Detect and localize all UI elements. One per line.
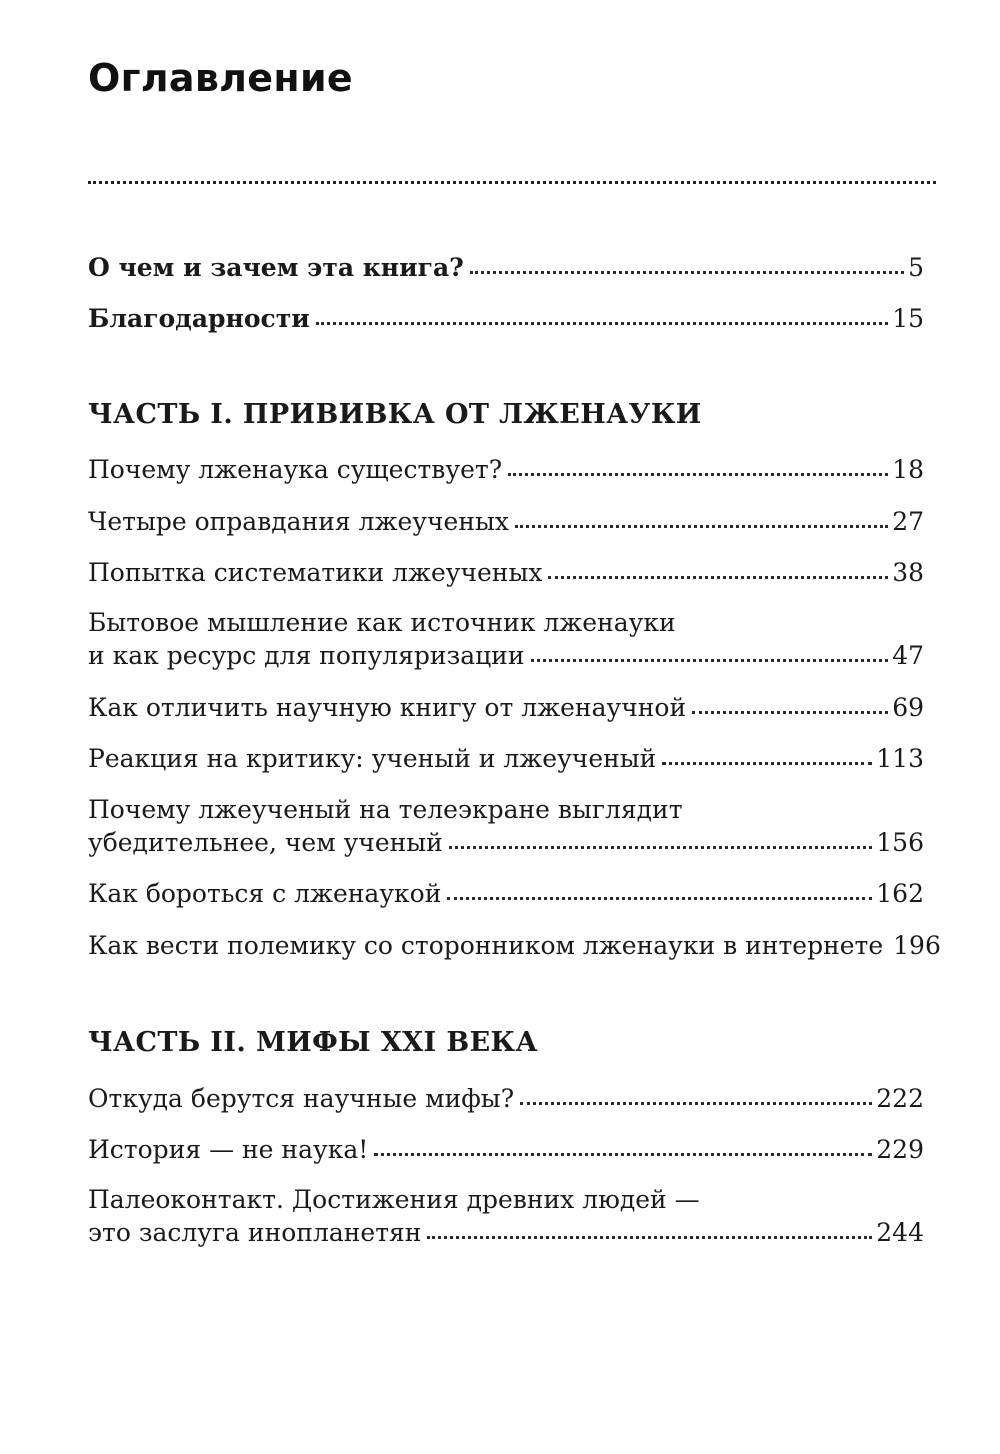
toc-entry-title: Откуда берутся научные мифы? (88, 1084, 515, 1113)
toc-entry-title-line2: это заслуга инопланетян (88, 1218, 422, 1247)
toc-entry-page: 38 (892, 558, 924, 587)
toc-entry[interactable] (88, 793, 924, 859)
toc-entry-title: Реакция на критику: ученый и лжеученый (88, 744, 657, 773)
toc-entry-page: 196 (893, 931, 941, 960)
toc-entry-page: 113 (876, 744, 924, 773)
toc-entry[interactable] (88, 505, 924, 538)
toc-entry-title: Почему лженаука существует? (88, 455, 503, 484)
dot-leader (531, 659, 889, 662)
dot-leader (548, 576, 888, 579)
toc-entry-page: 15 (892, 304, 924, 333)
toc-entry-title-line2: убедительнее, чем ученый (88, 828, 443, 857)
toc-entry-page: 229 (876, 1135, 924, 1164)
toc-entry[interactable] (88, 1133, 924, 1166)
toc-entry[interactable] (88, 556, 924, 589)
dot-leader (508, 473, 888, 476)
toc-entry-page: 27 (892, 507, 924, 536)
toc-heading: Оглавление (88, 56, 353, 100)
toc-entry-title-line1: Палеоконтакт. Достижения древних людей — (88, 1185, 700, 1214)
toc-entry-page: 222 (876, 1084, 924, 1113)
toc-entry[interactable] (88, 929, 941, 962)
toc-entry-title-line1: Бытовое мышление как источник лженауки (88, 608, 676, 637)
toc-entry-title: Как вести полемику со сторонником лженауки в интернете (88, 931, 884, 960)
dot-leader (316, 322, 888, 325)
toc-entry-title: История — не наука! (88, 1135, 369, 1164)
dot-leader (662, 762, 872, 765)
toc-entry[interactable] (88, 1183, 924, 1249)
toc-entry-title: Четыре оправдания лжеученых (88, 507, 509, 536)
toc-entry[interactable] (88, 453, 924, 486)
toc-entry-title: Как бороться с лженаукой (88, 879, 442, 908)
toc-entry-page: 47 (892, 641, 924, 670)
toc-entry-page: 69 (892, 693, 924, 722)
toc-entry-page: 162 (876, 879, 924, 908)
part-2-title: ЧАСТЬ II. МИФЫ XXI ВЕКА (88, 1027, 538, 1058)
dot-leader (515, 525, 888, 528)
toc-entry-title: Попытка систематики лжеученых (88, 558, 543, 587)
toc-entry-acknowledgements[interactable] (88, 302, 924, 335)
toc-entry[interactable] (88, 691, 924, 724)
toc-entry-title-line1: Почему лжеученый на телеэкране выглядит (88, 795, 683, 824)
toc-entry-page: 244 (876, 1218, 924, 1247)
dot-leader (692, 711, 888, 714)
toc-entry[interactable] (88, 742, 924, 775)
dot-leader (449, 846, 872, 849)
dot-leader (520, 1102, 872, 1105)
toc-entry-page: 18 (892, 455, 924, 484)
toc-entry-about-book[interactable] (88, 251, 924, 284)
dot-leader (427, 1236, 872, 1239)
toc-entry-title: Благодарности (88, 304, 310, 333)
toc-entry[interactable] (88, 877, 924, 910)
part-1-title: ЧАСТЬ I. ПРИВИВКА ОТ ЛЖЕНАУКИ (88, 399, 702, 430)
toc-entry[interactable] (88, 606, 924, 672)
toc-entry[interactable] (88, 1082, 924, 1115)
toc-entry-page: 156 (876, 828, 924, 857)
toc-entry-page: 5 (908, 253, 924, 282)
dot-leader (374, 1153, 872, 1156)
dot-leader (470, 271, 904, 274)
dot-leader (447, 897, 872, 900)
toc-entry-title-line2: и как ресурс для популяризации (88, 641, 525, 670)
dotted-divider (88, 181, 936, 184)
toc-entry-title: Как отличить научную книгу от лженаучной (88, 693, 687, 722)
toc-entry-title: О чем и зачем эта книга? (88, 253, 464, 282)
